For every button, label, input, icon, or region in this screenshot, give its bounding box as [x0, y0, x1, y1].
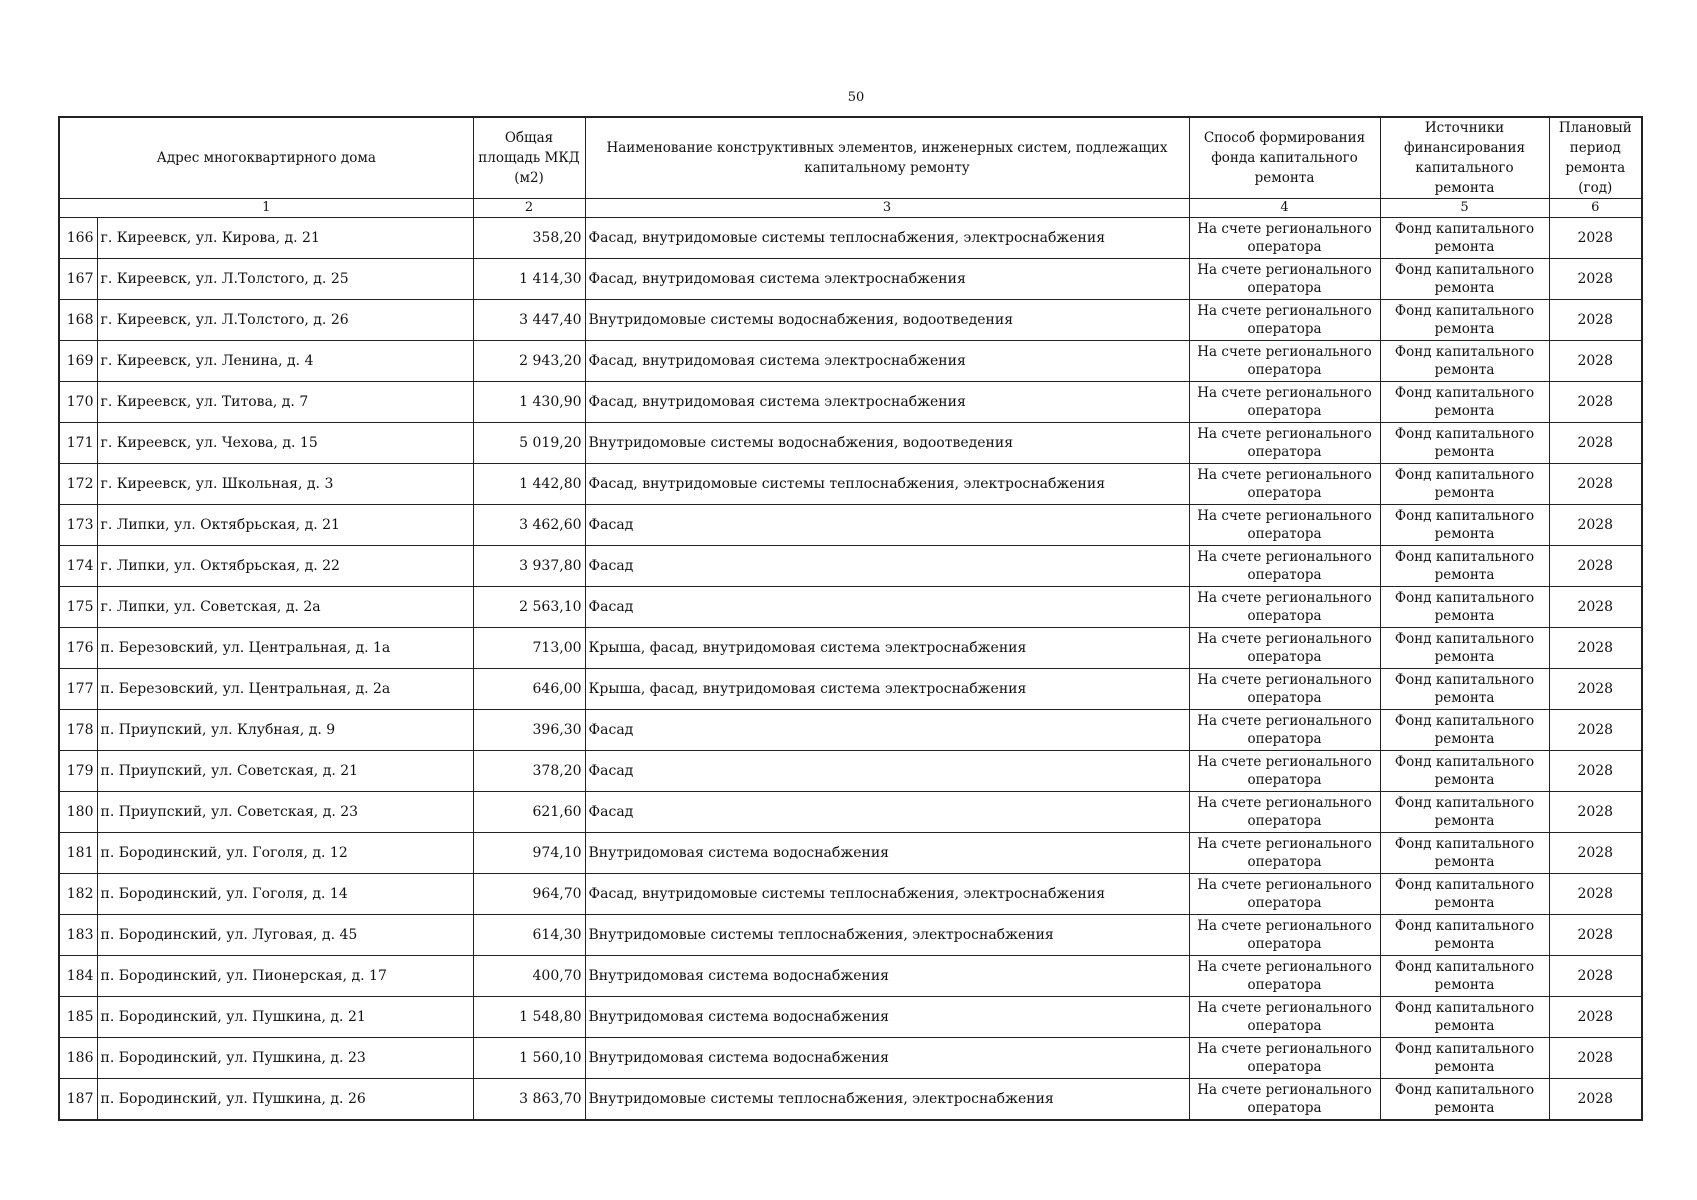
elements-cell: Фасад	[585, 587, 1189, 628]
table-row	[59, 464, 1642, 505]
area-cell: 1 430,90	[473, 382, 585, 423]
row-number: 175	[59, 587, 97, 628]
address-cell: г. Киреевск, ул. Кирова, д. 21	[97, 218, 473, 259]
source-cell: Фонд капитального ремонта	[1380, 710, 1549, 751]
area-cell: 1 548,80	[473, 997, 585, 1038]
area-cell: 400,70	[473, 956, 585, 997]
row-number: 169	[59, 341, 97, 382]
year-cell: 2028	[1549, 587, 1642, 628]
area-cell: 646,00	[473, 669, 585, 710]
method-cell: На счете регионального оператора	[1189, 505, 1380, 546]
source-cell: Фонд капитального ремонта	[1380, 833, 1549, 874]
year-cell: 2028	[1549, 505, 1642, 546]
elements-cell: Внутридомовая система водоснабжения	[585, 997, 1189, 1038]
year-cell: 2028	[1549, 423, 1642, 464]
method-cell: На счете регионального оператора	[1189, 997, 1380, 1038]
source-cell: Фонд капитального ремонта	[1380, 505, 1549, 546]
source-cell: Фонд капитального ремонта	[1380, 1079, 1549, 1121]
row-number: 174	[59, 546, 97, 587]
table-row	[59, 341, 1642, 382]
elements-cell: Внутридомовые системы водоснабжения, водоотведения	[585, 300, 1189, 341]
method-cell: На счете регионального оператора	[1189, 464, 1380, 505]
row-number: 177	[59, 669, 97, 710]
row-number: 182	[59, 874, 97, 915]
column-number: 1	[59, 199, 473, 218]
area-cell: 1 442,80	[473, 464, 585, 505]
year-cell: 2028	[1549, 792, 1642, 833]
source-cell: Фонд капитального ремонта	[1380, 546, 1549, 587]
area-cell: 1 560,10	[473, 1038, 585, 1079]
column-number: 3	[585, 199, 1189, 218]
address-cell: п. Бородинский, ул. Пушкина, д. 23	[97, 1038, 473, 1079]
address-cell: г. Киреевск, ул. Л.Толстого, д. 25	[97, 259, 473, 300]
method-cell: На счете регионального оператора	[1189, 300, 1380, 341]
address-cell: г. Липки, ул. Октябрьская, д. 22	[97, 546, 473, 587]
row-number: 179	[59, 751, 97, 792]
page-number: 50	[847, 90, 865, 105]
year-cell: 2028	[1549, 833, 1642, 874]
method-cell: На счете регионального оператора	[1189, 1079, 1380, 1121]
source-cell: Фонд капитального ремонта	[1380, 423, 1549, 464]
year-cell: 2028	[1549, 546, 1642, 587]
header-area: Общая площадь МКД (м2)	[473, 117, 585, 199]
elements-cell: Крыша, фасад, внутридомовая система электроснабжения	[585, 628, 1189, 669]
source-cell: Фонд капитального ремонта	[1380, 464, 1549, 505]
table-row	[59, 915, 1642, 956]
year-cell: 2028	[1549, 956, 1642, 997]
year-cell: 2028	[1549, 1038, 1642, 1079]
method-cell: На счете регионального оператора	[1189, 546, 1380, 587]
elements-cell: Фасад, внутридомовая система электроснабжения	[585, 341, 1189, 382]
table-body	[59, 218, 1642, 1121]
method-cell: На счете регионального оператора	[1189, 628, 1380, 669]
source-cell: Фонд капитального ремонта	[1380, 751, 1549, 792]
address-cell: п. Бородинский, ул. Пушкина, д. 26	[97, 1079, 473, 1121]
source-cell: Фонд капитального ремонта	[1380, 669, 1549, 710]
column-number: 2	[473, 199, 585, 218]
source-cell: Фонд капитального ремонта	[1380, 259, 1549, 300]
elements-cell: Фасад, внутридомовая система электроснабжения	[585, 259, 1189, 300]
table-row	[59, 546, 1642, 587]
table-row	[59, 956, 1642, 997]
source-cell: Фонд капитального ремонта	[1380, 997, 1549, 1038]
year-cell: 2028	[1549, 1079, 1642, 1121]
area-cell: 5 019,20	[473, 423, 585, 464]
year-cell: 2028	[1549, 997, 1642, 1038]
table-row	[59, 382, 1642, 423]
address-cell: п. Приупский, ул. Клубная, д. 9	[97, 710, 473, 751]
source-cell: Фонд капитального ремонта	[1380, 915, 1549, 956]
header-method: Способ формирования фонда капитального ремонта	[1189, 117, 1380, 199]
row-number: 166	[59, 218, 97, 259]
source-cell: Фонд капитального ремонта	[1380, 341, 1549, 382]
source-cell: Фонд капитального ремонта	[1380, 874, 1549, 915]
address-cell: п. Бородинский, ул. Гоголя, д. 12	[97, 833, 473, 874]
area-cell: 974,10	[473, 833, 585, 874]
row-number: 178	[59, 710, 97, 751]
method-cell: На счете регионального оператора	[1189, 710, 1380, 751]
source-cell: Фонд капитального ремонта	[1380, 628, 1549, 669]
table-row	[59, 1038, 1642, 1079]
method-cell: На счете регионального оператора	[1189, 341, 1380, 382]
address-cell: п. Приупский, ул. Советская, д. 23	[97, 792, 473, 833]
address-cell: г. Киреевск, ул. Л.Толстого, д. 26	[97, 300, 473, 341]
address-cell: п. Бородинский, ул. Гоголя, д. 14	[97, 874, 473, 915]
address-cell: п. Бородинский, ул. Пушкина, д. 21	[97, 997, 473, 1038]
elements-cell: Фасад, внутридомовая система электроснабжения	[585, 382, 1189, 423]
table-row	[59, 259, 1642, 300]
elements-cell: Внутридомовые системы теплоснабжения, электроснабжения	[585, 915, 1189, 956]
address-cell: г. Киреевск, ул. Ленина, д. 4	[97, 341, 473, 382]
source-cell: Фонд капитального ремонта	[1380, 218, 1549, 259]
elements-cell: Крыша, фасад, внутридомовая система электроснабжения	[585, 669, 1189, 710]
year-cell: 2028	[1549, 218, 1642, 259]
area-cell: 1 414,30	[473, 259, 585, 300]
year-cell: 2028	[1549, 259, 1642, 300]
source-cell: Фонд капитального ремонта	[1380, 300, 1549, 341]
method-cell: На счете регионального оператора	[1189, 833, 1380, 874]
elements-cell: Фасад, внутридомовые системы теплоснабжения, электроснабжения	[585, 874, 1189, 915]
row-number: 187	[59, 1079, 97, 1121]
elements-cell: Фасад	[585, 792, 1189, 833]
table-row	[59, 1079, 1642, 1121]
row-number: 176	[59, 628, 97, 669]
area-cell: 378,20	[473, 751, 585, 792]
elements-cell: Фасад	[585, 751, 1189, 792]
header-elements: Наименование конструктивных элементов, инженерных систем, подлежащих капитальному ремонту	[585, 117, 1189, 199]
address-cell: г. Липки, ул. Советская, д. 2а	[97, 587, 473, 628]
row-number: 185	[59, 997, 97, 1038]
elements-cell: Фасад	[585, 546, 1189, 587]
area-cell: 358,20	[473, 218, 585, 259]
source-cell: Фонд капитального ремонта	[1380, 382, 1549, 423]
header-address: Адрес многоквартирного дома	[59, 117, 473, 199]
row-number: 180	[59, 792, 97, 833]
elements-cell: Фасад, внутридомовые системы теплоснабжения, электроснабжения	[585, 464, 1189, 505]
year-cell: 2028	[1549, 382, 1642, 423]
table-row	[59, 587, 1642, 628]
elements-cell: Внутридомовые системы теплоснабжения, электроснабжения	[585, 1079, 1189, 1121]
header-source: Источники финансирования капитального ремонта	[1380, 117, 1549, 199]
address-cell: п. Бородинский, ул. Пионерская, д. 17	[97, 956, 473, 997]
year-cell: 2028	[1549, 874, 1642, 915]
area-cell: 3 462,60	[473, 505, 585, 546]
elements-cell: Внутридомовая система водоснабжения	[585, 833, 1189, 874]
area-cell: 964,70	[473, 874, 585, 915]
address-cell: г. Липки, ул. Октябрьская, д. 21	[97, 505, 473, 546]
year-cell: 2028	[1549, 669, 1642, 710]
row-number: 168	[59, 300, 97, 341]
address-cell: п. Приупский, ул. Советская, д. 21	[97, 751, 473, 792]
method-cell: На счете регионального оператора	[1189, 956, 1380, 997]
method-cell: На счете регионального оператора	[1189, 587, 1380, 628]
elements-cell: Фасад	[585, 505, 1189, 546]
method-cell: На счете регионального оператора	[1189, 1038, 1380, 1079]
table-row	[59, 792, 1642, 833]
column-number-row	[59, 199, 1642, 218]
area-cell: 614,30	[473, 915, 585, 956]
method-cell: На счете регионального оператора	[1189, 669, 1380, 710]
method-cell: На счете регионального оператора	[1189, 218, 1380, 259]
column-number: 4	[1189, 199, 1380, 218]
table-row	[59, 423, 1642, 464]
address-cell: п. Березовский, ул. Центральная, д. 1а	[97, 628, 473, 669]
table-row	[59, 669, 1642, 710]
elements-cell: Внутридомовая система водоснабжения	[585, 1038, 1189, 1079]
year-cell: 2028	[1549, 628, 1642, 669]
table-row	[59, 628, 1642, 669]
method-cell: На счете регионального оператора	[1189, 751, 1380, 792]
area-cell: 396,30	[473, 710, 585, 751]
year-cell: 2028	[1549, 915, 1642, 956]
elements-cell: Внутридомовая система водоснабжения	[585, 956, 1189, 997]
method-cell: На счете регионального оператора	[1189, 423, 1380, 464]
method-cell: На счете регионального оператора	[1189, 382, 1380, 423]
row-number: 173	[59, 505, 97, 546]
row-number: 167	[59, 259, 97, 300]
area-cell: 3 447,40	[473, 300, 585, 341]
area-cell: 3 863,70	[473, 1079, 585, 1121]
row-number: 181	[59, 833, 97, 874]
table-row	[59, 505, 1642, 546]
source-cell: Фонд капитального ремонта	[1380, 792, 1549, 833]
row-number: 184	[59, 956, 97, 997]
address-cell: г. Киреевск, ул. Титова, д. 7	[97, 382, 473, 423]
source-cell: Фонд капитального ремонта	[1380, 1038, 1549, 1079]
year-cell: 2028	[1549, 751, 1642, 792]
header-period: Плановый период ремонта (год)	[1549, 117, 1642, 199]
table-row	[59, 833, 1642, 874]
table-row	[59, 997, 1642, 1038]
table-row	[59, 218, 1642, 259]
year-cell: 2028	[1549, 341, 1642, 382]
column-number: 6	[1549, 199, 1642, 218]
capital-repair-table	[58, 116, 1643, 1121]
row-number: 186	[59, 1038, 97, 1079]
method-cell: На счете регионального оператора	[1189, 915, 1380, 956]
area-cell: 2 943,20	[473, 341, 585, 382]
elements-cell: Фасад	[585, 710, 1189, 751]
elements-cell: Внутридомовые системы водоснабжения, водоотведения	[585, 423, 1189, 464]
area-cell: 621,60	[473, 792, 585, 833]
area-cell: 3 937,80	[473, 546, 585, 587]
header-row	[59, 117, 1642, 199]
source-cell: Фонд капитального ремонта	[1380, 956, 1549, 997]
row-number: 170	[59, 382, 97, 423]
table-row	[59, 874, 1642, 915]
method-cell: На счете регионального оператора	[1189, 259, 1380, 300]
area-cell: 713,00	[473, 628, 585, 669]
area-cell: 2 563,10	[473, 587, 585, 628]
year-cell: 2028	[1549, 300, 1642, 341]
column-number: 5	[1380, 199, 1549, 218]
table-row	[59, 751, 1642, 792]
address-cell: г. Киреевск, ул. Школьная, д. 3	[97, 464, 473, 505]
address-cell: п. Березовский, ул. Центральная, д. 2а	[97, 669, 473, 710]
row-number: 171	[59, 423, 97, 464]
table-row	[59, 710, 1642, 751]
address-cell: г. Киреевск, ул. Чехова, д. 15	[97, 423, 473, 464]
table-row	[59, 300, 1642, 341]
method-cell: На счете регионального оператора	[1189, 874, 1380, 915]
row-number: 172	[59, 464, 97, 505]
year-cell: 2028	[1549, 710, 1642, 751]
source-cell: Фонд капитального ремонта	[1380, 587, 1549, 628]
address-cell: п. Бородинский, ул. Луговая, д. 45	[97, 915, 473, 956]
method-cell: На счете регионального оператора	[1189, 792, 1380, 833]
year-cell: 2028	[1549, 464, 1642, 505]
elements-cell: Фасад, внутридомовые системы теплоснабжения, электроснабжения	[585, 218, 1189, 259]
row-number: 183	[59, 915, 97, 956]
